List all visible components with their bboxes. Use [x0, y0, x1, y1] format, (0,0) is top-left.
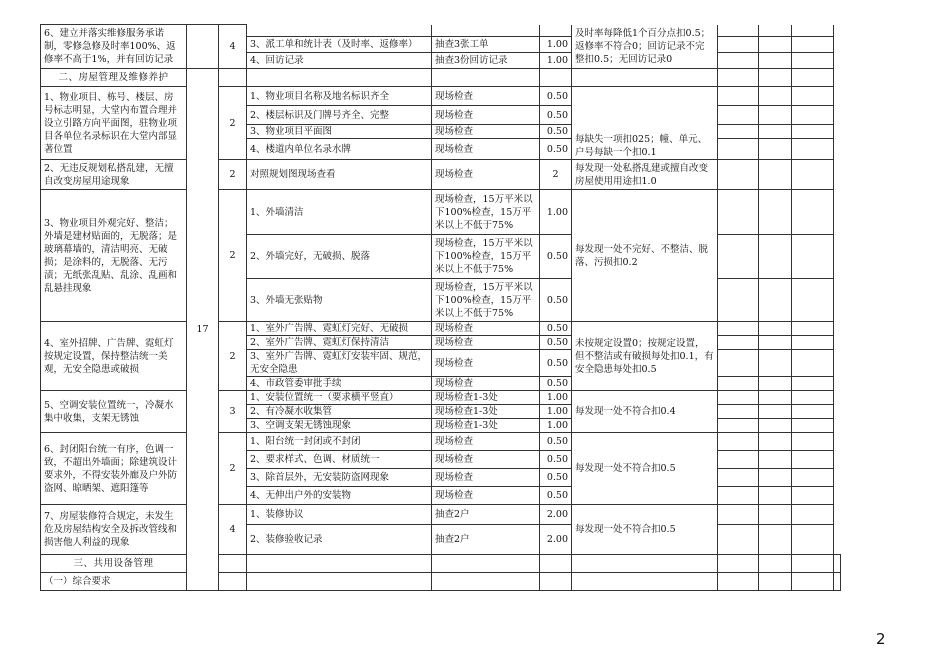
- check-item: 3、除首层外，无安装防盗网现象: [247, 469, 432, 487]
- check-points: 1.00: [540, 405, 572, 419]
- section-heading: 三、共用设备管理: [41, 555, 187, 573]
- check-points: 0.50: [540, 106, 572, 125]
- check-method: 现场检查: [432, 451, 540, 469]
- check-method: 现场检查: [432, 433, 540, 451]
- check-points: 1.00: [540, 190, 572, 235]
- check-method: 抽查2户: [432, 525, 540, 555]
- deduction-note: 每发现一处不完好、不整洁、脱落、污损扣0.2: [572, 190, 718, 322]
- criterion-label: 3、物业项目外观完好、整洁；外墙是建材贴面的，无脱落；是玻璃幕墙的，清洁明亮、无破损；是涂料的，无脱落、无污渍；无纸张乱贴、乱涂、乱画和乱悬挂现象: [41, 190, 187, 322]
- check-points: 1.00: [540, 53, 572, 69]
- criterion-label: 6、封闭阳台统一有序，色调一致，不超出外墙面；除建筑设计要求外，不得安装外廊及户外防盗网、晾晒架、遮阳篷等: [41, 433, 187, 505]
- check-points: 2.00: [540, 505, 572, 525]
- check-item: 2、楼层标识及门牌号齐全、完整: [247, 106, 432, 125]
- criterion-label: 4、室外招牌、广告牌、霓虹灯按规定设置，保持整洁统一美观，无安全隐患或破损: [41, 322, 187, 391]
- check-item: 4、楼道内单位名录水牌: [247, 139, 432, 160]
- check-item: 3、外墙无张贴物: [247, 279, 432, 322]
- criterion-label: 7、房屋装修符合规定，未发生危及房屋结构安全及拆改管线和损害他人利益的现象: [41, 505, 187, 555]
- check-points: 1.00: [540, 419, 572, 433]
- check-points: 0.50: [540, 336, 572, 350]
- check-points: 0.50: [540, 350, 572, 377]
- check-item: 2、室外广告牌、霓虹灯保持清洁: [247, 336, 432, 350]
- check-points: 1.00: [540, 391, 572, 405]
- check-points: 0.50: [540, 322, 572, 336]
- criterion-label: 2、无违反规划私搭乱建，无擅自改变房屋用途现象: [41, 160, 187, 190]
- check-method: 现场检查: [432, 350, 540, 377]
- criterion-score: 2: [219, 190, 247, 322]
- check-points: 0.50: [540, 139, 572, 160]
- deduction-note: 每缺失一项扣025；幢、单元、户号每缺一个扣0.1: [572, 87, 718, 160]
- check-item: 1、室外广告牌、霓虹灯完好、无破损: [247, 322, 432, 336]
- check-points: 1.00: [540, 37, 572, 53]
- criterion-label: 6、建立并落实维修服务承诺制，零修急修及时率100%、返修率不高于1%，并有回访记录: [41, 25, 187, 69]
- check-method: 现场检查: [432, 487, 540, 505]
- inspection-table: [40, 24, 841, 591]
- check-item: 1、物业项目名称及地名标识齐全: [247, 87, 432, 106]
- criterion-score: 4: [219, 25, 247, 69]
- section-score: 17: [187, 69, 219, 591]
- check-points: 0.50: [540, 469, 572, 487]
- check-item: 3、空调支架无锈蚀现象: [247, 419, 432, 433]
- check-method: 现场检查: [432, 469, 540, 487]
- check-item: 4、市政管委审批手续: [247, 377, 432, 391]
- check-method: 现场检查: [432, 336, 540, 350]
- check-item: 2、有冷凝水收集管: [247, 405, 432, 419]
- check-method: 抽查3张工单: [432, 37, 540, 53]
- check-item: 2、装修验收记录: [247, 525, 432, 555]
- criterion-score: 2: [219, 433, 247, 505]
- deduction-note: 每发现一处不符合扣0.5: [572, 505, 718, 555]
- deduction-note: 未按规定设置0；按规定设置，但不整洁或有破损每处扣0.1，有安全隐患每处扣0.5: [572, 322, 718, 391]
- criterion-score: 2: [219, 160, 247, 190]
- check-points: 2.00: [540, 525, 572, 555]
- check-method: 现场检查，15万平米以下100%检查，15万平米以上不低于75%: [432, 235, 540, 279]
- check-method: 抽查2户: [432, 505, 540, 525]
- check-method: 现场检查: [432, 160, 540, 190]
- check-method: 现场检查1-3处: [432, 419, 540, 433]
- criterion-label: 5、空调安装位置统一，冷凝水集中收集，支架无锈蚀: [41, 391, 187, 433]
- check-points: 0.50: [540, 433, 572, 451]
- check-points: 2: [540, 160, 572, 190]
- check-item: 3、室外广告牌、霓虹灯安装牢固、规范，无安全隐患: [247, 350, 432, 377]
- check-item: 对照规划图现场查看: [247, 160, 432, 190]
- check-points: 0.50: [540, 487, 572, 505]
- check-method: 抽查3份回访记录: [432, 53, 540, 69]
- check-method: 现场检查1-3处: [432, 405, 540, 419]
- criterion-score: 3: [219, 391, 247, 433]
- deduction-note: 及时率每降低1个百分点扣0.5；返修率不符合0；回访记录不完整扣0.5；无回访记录0: [572, 25, 718, 69]
- check-points: 0.50: [540, 235, 572, 279]
- check-points: 0.50: [540, 125, 572, 139]
- check-method: 现场检查: [432, 377, 540, 391]
- check-method: 现场检查1-3处: [432, 391, 540, 405]
- check-method: 现场检查，15万平米以下100%检查，15万平米以上不低于75%: [432, 190, 540, 235]
- criterion-label: 1、物业项目、栋号、楼层、房号标志明显，大堂内布置合理并设立引路方向平面图，驻物业项目各单位名录标识在大堂内部显著位置: [41, 87, 187, 160]
- check-method: 现场检查，15万平米以下100%检查，15万平米以上不低于75%: [432, 279, 540, 322]
- deduction-note: 每发现一处不符合扣0.5: [572, 433, 718, 505]
- check-item: 2、外墙完好，无破损、脱落: [247, 235, 432, 279]
- check-item: 1、外墙清洁: [247, 190, 432, 235]
- deduction-note: 每发现一处不符合扣0.4: [572, 391, 718, 433]
- check-points: 0.50: [540, 451, 572, 469]
- check-points: 0.50: [540, 377, 572, 391]
- criterion-score: 2: [219, 322, 247, 391]
- check-item: 2、要求样式、色调、材质统一: [247, 451, 432, 469]
- check-item: 4、无伸出户外的安装物: [247, 487, 432, 505]
- check-method: 现场检查: [432, 125, 540, 139]
- check-item: 1、装修协议: [247, 505, 432, 525]
- check-item: 1、阳台统一封闭或不封闭: [247, 433, 432, 451]
- check-points: 0.50: [540, 87, 572, 106]
- criterion-score: 2: [219, 87, 247, 160]
- check-method: 现场检查: [432, 139, 540, 160]
- page-number: 2: [876, 630, 886, 648]
- check-item: 1、安装位置统一（要求横平竖直）: [247, 391, 432, 405]
- deduction-note: 每发现一处私搭乱建或擅自改变房屋使用用途扣1.0: [572, 160, 718, 190]
- sub-section-heading: （一）综合要求: [41, 573, 187, 591]
- check-item: 3、派工单和统计表（及时率、返修率）: [247, 37, 432, 53]
- check-method: 现场检查: [432, 87, 540, 106]
- check-points: 0.50: [540, 279, 572, 322]
- criterion-score: 4: [219, 505, 247, 555]
- check-item: 4、回访记录: [247, 53, 432, 69]
- section-heading: 二、房屋管理及维修养护: [41, 69, 187, 87]
- check-method: 现场检查: [432, 322, 540, 336]
- check-item: 3、物业项目平面图: [247, 125, 432, 139]
- check-method: 现场检查: [432, 106, 540, 125]
